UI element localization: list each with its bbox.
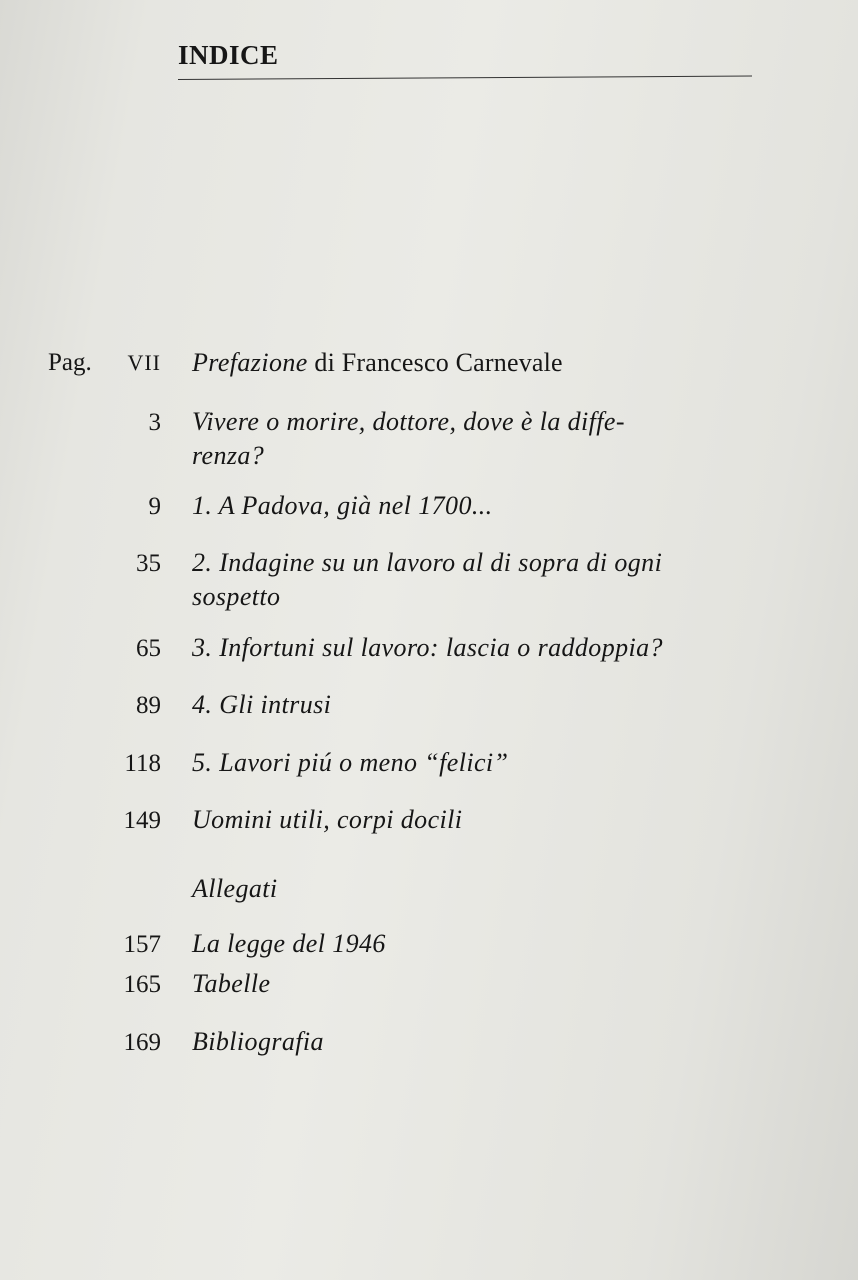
toc-title: 1. A Padova, già nel 1700...: [192, 491, 493, 520]
toc-page-number: 157: [123, 931, 161, 958]
toc-title: [192, 346, 772, 380]
toc-page-number: 3: [148, 409, 161, 436]
toc-page-number: 65: [136, 635, 161, 662]
toc-title: 5. Lavori piú o meno “felici”: [192, 748, 509, 777]
toc-title: Uomini utili, corpi docili: [192, 805, 463, 834]
toc-section-title: Allegati: [192, 874, 278, 903]
toc-title-line: 2. Indagine su un lavoro al di sopra di ogni: [192, 548, 663, 577]
toc-page-number: 89: [136, 692, 161, 719]
toc-page-number: 149: [123, 807, 161, 834]
toc-title-line: Vivere o morire, dottore, dove è la diffe-: [192, 407, 625, 436]
toc-title: [192, 405, 772, 473]
toc-title-italic: Prefazione: [192, 348, 308, 377]
toc-page-number: 9: [148, 493, 161, 520]
toc-title-line: sospetto: [192, 582, 281, 611]
toc-page-number: 169: [123, 1029, 161, 1056]
toc-title-line: renza?: [192, 441, 265, 470]
toc-title-author: di Francesco Carnevale: [307, 348, 563, 377]
toc-page-number: 165: [123, 971, 161, 998]
pag-label: Pag.: [48, 349, 92, 376]
toc-title: [192, 546, 772, 614]
toc-page-number: VII: [127, 350, 161, 375]
toc-title: Tabelle: [192, 969, 271, 998]
toc-title: 4. Gli intrusi: [192, 690, 332, 719]
toc-title: 3. Infortuni sul lavoro: lascia o raddoppia?: [192, 633, 663, 662]
toc-page-number: 35: [136, 550, 161, 577]
toc-page-number: 118: [124, 750, 161, 777]
page-heading: INDICE: [178, 40, 279, 70]
toc-title: La legge del 1946: [192, 929, 386, 958]
toc-title: Bibliografia: [192, 1027, 324, 1056]
